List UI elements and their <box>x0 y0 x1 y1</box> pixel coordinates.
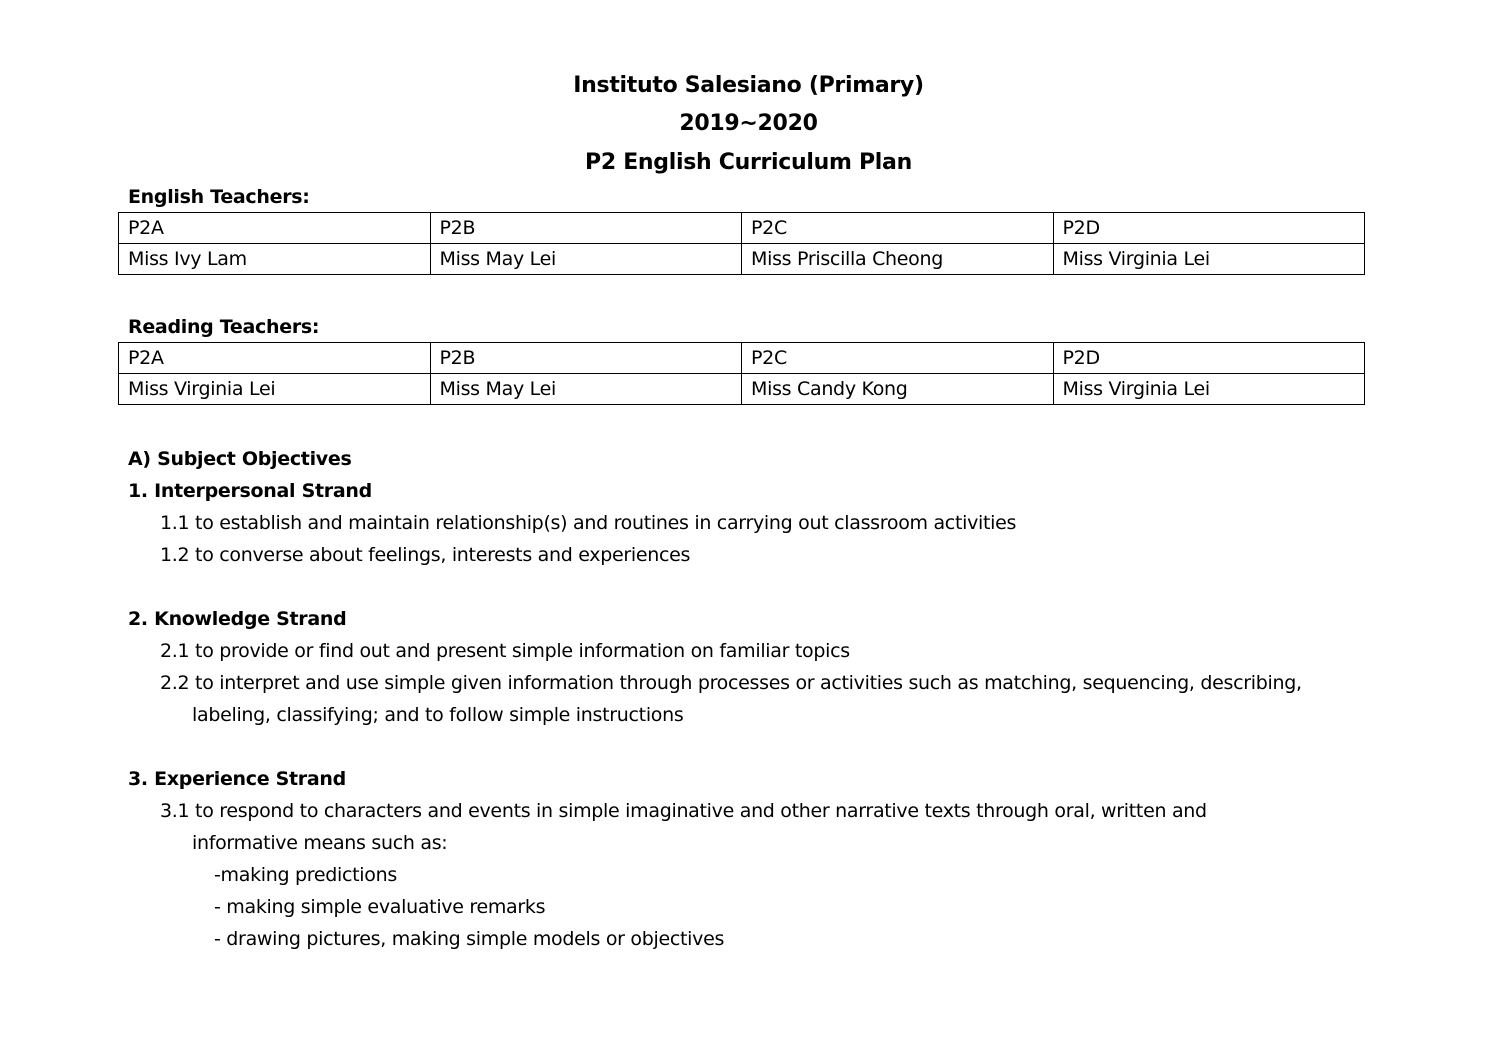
teacher-cell: Miss Virginia Lei <box>1053 374 1365 405</box>
objective-item: 2.2 to interpret and use simple given information through processes or activities such as matching, sequencing, describing, <box>160 672 1302 694</box>
teacher-cell: Miss May Lei <box>430 244 742 275</box>
table-row <box>119 374 1365 405</box>
teacher-cell: Miss May Lei <box>430 374 742 405</box>
sub-item: - drawing pictures, making simple models or objectives <box>214 928 725 950</box>
reading-teachers-label: Reading Teachers: <box>128 316 320 338</box>
class-cell: P2C <box>742 343 1054 374</box>
sub-item: - making simple evaluative remarks <box>214 896 546 918</box>
teacher-cell: Miss Ivy Lam <box>119 244 431 275</box>
sub-item: -making predictions <box>214 864 397 886</box>
objective-item: 1.2 to converse about feelings, interests and experiences <box>160 544 691 566</box>
english-teachers-label: English Teachers: <box>128 186 310 208</box>
objectives-heading: A) Subject Objectives <box>128 448 352 470</box>
class-cell: P2A <box>119 213 431 244</box>
teacher-cell: Miss Virginia Lei <box>1053 244 1365 275</box>
objective-item: 3.1 to respond to characters and events in simple imaginative and other narrative texts through oral, written and <box>160 800 1207 822</box>
class-cell: P2B <box>430 213 742 244</box>
strand-title: 3. Experience Strand <box>128 768 346 790</box>
reading-teachers-table <box>118 342 1365 405</box>
objective-item-continued: informative means such as: <box>192 832 448 854</box>
teacher-cell: Miss Candy Kong <box>742 374 1054 405</box>
table-row <box>119 244 1365 275</box>
class-cell: P2C <box>742 213 1054 244</box>
class-cell: P2A <box>119 343 431 374</box>
school-year: 2019~2020 <box>679 111 818 136</box>
objective-item-continued: labeling, classifying; and to follow simple instructions <box>192 704 684 726</box>
teacher-cell: Miss Priscilla Cheong <box>742 244 1054 275</box>
class-cell: P2D <box>1053 213 1365 244</box>
class-cell: P2B <box>430 343 742 374</box>
strand-title: 1. Interpersonal Strand <box>128 480 372 502</box>
english-teachers-table <box>118 212 1365 275</box>
school-title: Instituto Salesiano (Primary) <box>573 73 924 98</box>
strand-title: 2. Knowledge Strand <box>128 608 347 630</box>
table-row <box>119 343 1365 374</box>
objective-item: 1.1 to establish and maintain relationship(s) and routines in carrying out classroom activities <box>160 512 1017 534</box>
class-cell: P2D <box>1053 343 1365 374</box>
plan-title: P2 English Curriculum Plan <box>585 150 912 175</box>
teacher-cell: Miss Virginia Lei <box>119 374 431 405</box>
objective-item: 2.1 to provide or find out and present simple information on familiar topics <box>160 640 850 662</box>
table-row <box>119 213 1365 244</box>
